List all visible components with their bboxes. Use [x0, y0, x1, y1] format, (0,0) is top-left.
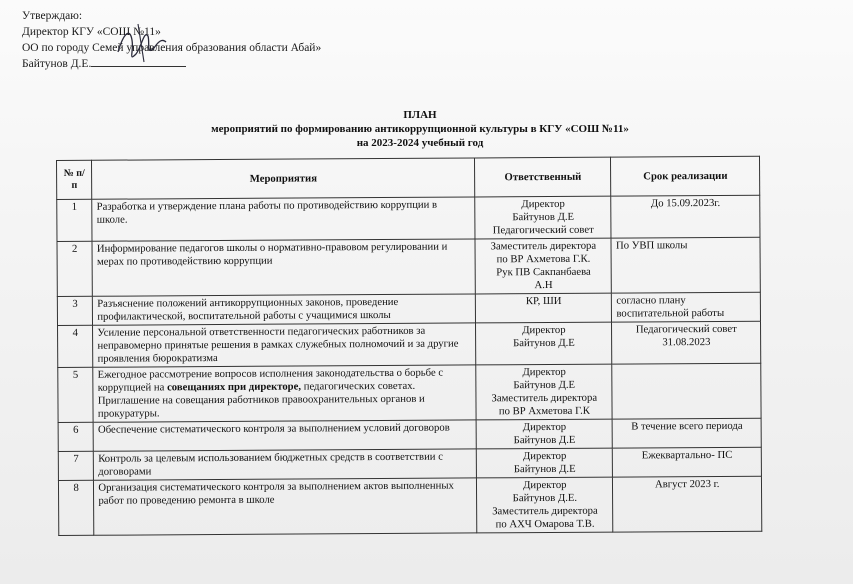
header-num: № п/п: [57, 160, 93, 199]
approval-signer: [22, 56, 321, 72]
approval-signer-name: Байтунов Д.Е.: [22, 58, 92, 70]
row-activity: Обеспечение систематического контроля за выполнением условий договоров: [93, 420, 476, 451]
header-activity: Мероприятия: [92, 158, 475, 199]
approval-label: Утверждаю:: [22, 10, 83, 22]
responsible-line: Байтунов Д.Е: [513, 378, 576, 392]
row-num: 6: [58, 422, 94, 451]
table-row: [58, 418, 761, 451]
responsible-line: Байтунов Д.Е: [512, 210, 575, 224]
row-num: 4: [58, 325, 94, 367]
responsible-line: КР, ШИ: [525, 294, 562, 308]
plan-table: [56, 156, 762, 536]
row-num: 2: [57, 241, 93, 296]
row-term: По УВП школы: [611, 237, 760, 293]
row-term: Ежеквартально- ПС: [613, 447, 762, 477]
responsible-line: Байтунов Д.Е.: [512, 491, 578, 505]
plan-year: на 2023-2024 учебный год: [356, 137, 484, 149]
table-header-row: [57, 156, 760, 199]
responsible-line: по АХЧ Омарова Т.В.: [495, 517, 595, 531]
responsible-line: Заместитель директора: [491, 391, 598, 405]
responsible-line: Рук ПВ Сакпанбаева: [496, 265, 591, 279]
row-responsible: [476, 448, 613, 478]
responsible-line: Директор: [522, 365, 566, 379]
row-activity: Разработка и утверждение плана работы по противодействию коррупции в школе.: [92, 197, 475, 241]
approval-department: ОО по городу Семей управления образования области Абай»: [22, 42, 322, 54]
responsible-line: Директор: [523, 478, 567, 492]
handwritten-signature: [110, 22, 170, 68]
responsible-line: Заместитель директора: [490, 239, 597, 253]
row-term: Педагогический совет 31.08.2023: [612, 321, 761, 364]
row-num: 7: [58, 451, 94, 480]
activity-emphasis: совещаниях при директоре,: [167, 380, 302, 394]
row-responsible: [475, 196, 612, 239]
activity-text: Ежегодное рассмотрение вопросов исполнения законодательства о борьбе с коррупцией на: [97, 366, 444, 394]
row-term: В течение всего периода: [613, 418, 762, 448]
plan-header: [140, 108, 700, 150]
row-term: [612, 363, 761, 419]
row-responsible: [476, 364, 613, 420]
responsible-line: А.Н: [534, 278, 553, 292]
plan-subtitle: мероприятий по формированию антикоррупционной культуры в КГУ «СОШ №11»: [211, 123, 629, 135]
table-row: [58, 447, 761, 480]
responsible-line: Заместитель директора: [492, 504, 598, 518]
row-term: Август 2023 г.: [613, 476, 762, 532]
row-activity: Усиление персональной ответственности педагогических работников за неправомерно принятые решения в рамках служебных полномочий и за другие проявления бюрократизма: [93, 323, 476, 367]
table-row: [58, 476, 761, 535]
responsible-line: Педагогический совет: [492, 223, 594, 237]
activity-text: педагогических советах. Приглашение на совещания работников правоохранительных органов и прокуратуры.: [97, 379, 425, 420]
responsible-line: Директор: [522, 449, 567, 463]
row-activity: [93, 365, 476, 422]
row-activity: Информирование педагогов школы о нормативно-правовом регулировании и мерах по противодействию коррупции: [92, 239, 475, 296]
table-row: [57, 237, 760, 296]
row-responsible: [475, 293, 612, 323]
table-row: [58, 363, 761, 422]
row-num: 8: [58, 480, 94, 535]
row-activity: Разъяснение положений антикоррупционных законов, проведение профилактической, воспитательной работы с учащимися школы: [93, 294, 476, 325]
responsible-line: Директор: [522, 323, 566, 337]
row-activity: Контроль за целевым использованием бюджетных средств в соответствии с договорами: [94, 449, 477, 480]
approval-director: Директор КГУ «СОШ №11»: [22, 26, 161, 38]
responsible-line: по ВР Ахметова Г.К: [498, 404, 590, 418]
responsible-line: Байтунов Д.Е: [513, 336, 575, 350]
table-row: [57, 195, 760, 241]
responsible-line: Директор: [522, 420, 567, 434]
row-responsible: [476, 322, 613, 365]
table-row: [58, 321, 761, 367]
responsible-line: Байтунов Д.Е: [513, 433, 576, 447]
row-responsible: [475, 238, 612, 294]
table-row: [57, 292, 760, 325]
responsible-line: Байтунов Д.Е: [513, 462, 576, 476]
row-term: согласно плану воспитательной работы: [612, 292, 761, 322]
row-responsible: [477, 477, 614, 533]
approval-block: [22, 8, 321, 72]
row-term: До 15.09.2023г.: [611, 195, 760, 238]
row-num: 1: [57, 199, 93, 241]
row-num: 5: [58, 367, 94, 422]
responsible-line: Директор: [521, 197, 565, 211]
row-responsible: [476, 419, 613, 449]
responsible-line: по ВР Ахметова Г.К.: [496, 252, 591, 266]
plan-title: ПЛАН: [403, 109, 437, 121]
header-term: Срок реализации: [611, 156, 760, 196]
row-activity: Организация систематического контроля за выполнением актов выполненных работ по проведению ремонта в школе: [94, 478, 477, 535]
row-num: 3: [57, 296, 93, 325]
header-responsible: Ответственный: [475, 157, 612, 197]
